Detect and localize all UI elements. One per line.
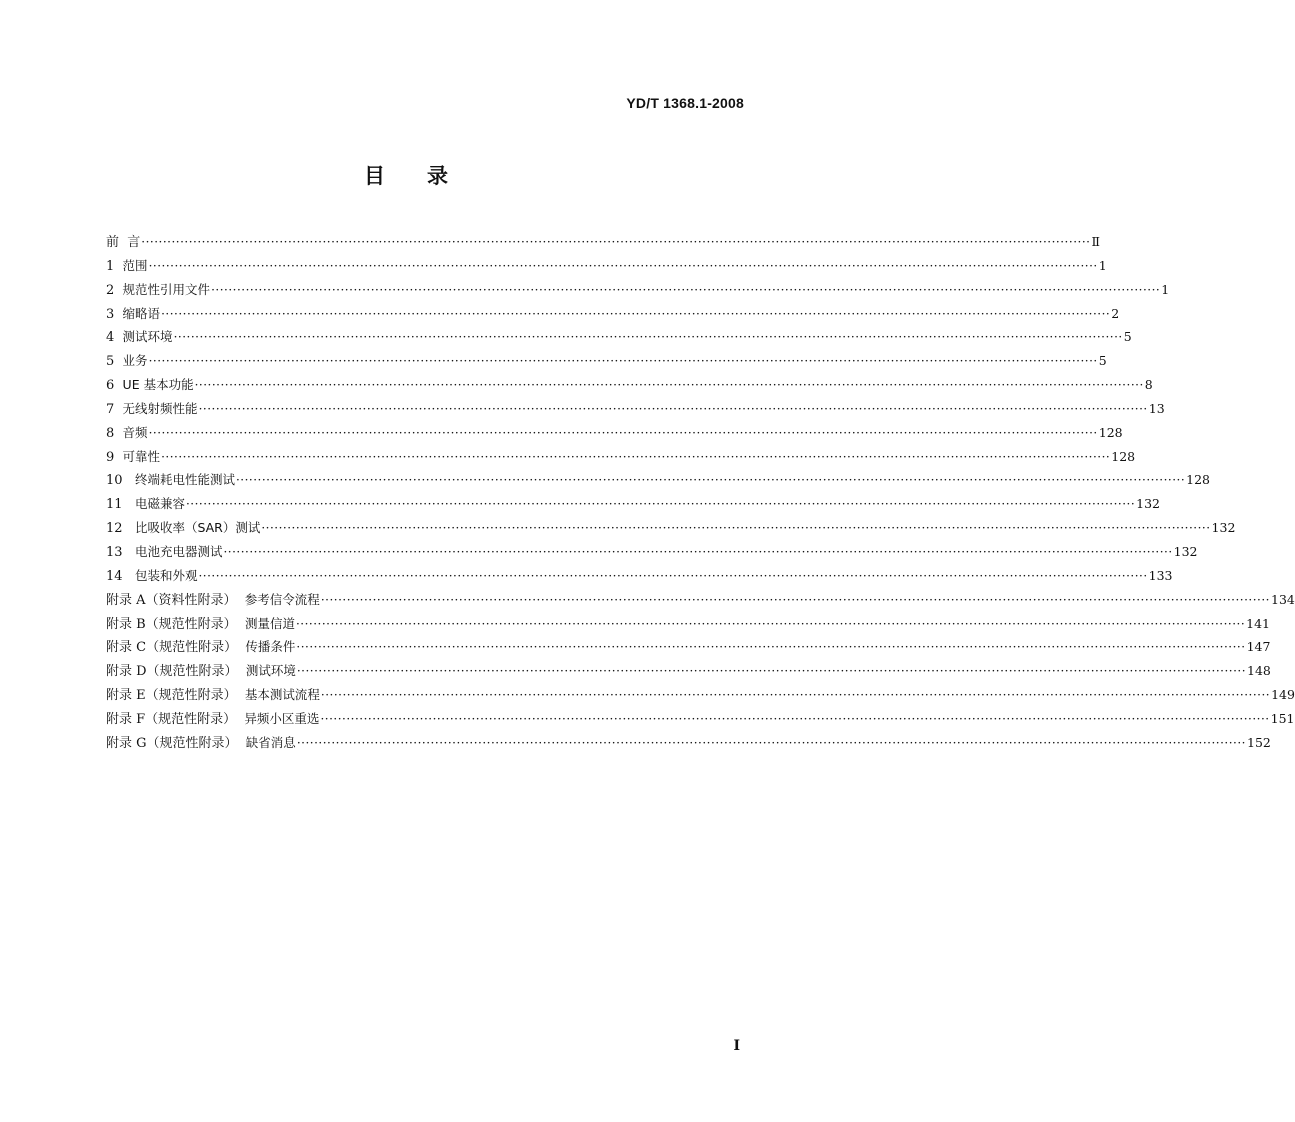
- toc-leader-dots: ····························································································································································································································: [148, 354, 1098, 369]
- toc-entry[interactable]: [106, 302, 1120, 326]
- toc-entry-label: 异频小区重选: [244, 710, 320, 726]
- toc-entry-number: 9: [106, 449, 123, 465]
- toc-entry-label: 基本测试流程: [244, 687, 320, 703]
- toc-entry-page: 128: [1098, 424, 1123, 440]
- toc-entry[interactable]: [106, 373, 1153, 397]
- toc-leader-dots: ····························································································································································································································: [296, 664, 1247, 679]
- toc-entry-page: 133: [1148, 567, 1173, 583]
- toc-entry-label: 包装和外观: [134, 567, 198, 583]
- toc-entry-label: 缺省消息: [245, 734, 296, 750]
- toc-entry[interactable]: [106, 397, 1165, 421]
- toc-entry-number: 附录 E（规范性附录）: [106, 688, 245, 704]
- toc-leader-dots: ····························································································································································································································: [141, 235, 1091, 249]
- toc-entry[interactable]: [106, 659, 1271, 683]
- toc-entry-page: 8: [1144, 377, 1153, 393]
- toc-leader-dots: ····························································································································································································································: [235, 473, 1186, 488]
- toc-entry[interactable]: [106, 349, 1107, 373]
- toc-leader-dots: ····························································································································································································································: [296, 735, 1246, 750]
- toc-entry-number: 附录 G（规范性附录）: [106, 735, 246, 751]
- toc-entry[interactable]: [106, 635, 1271, 659]
- toc-entry-number: 前 言: [106, 235, 141, 250]
- toc-leader-dots: ····························································································································································································································: [148, 425, 1098, 440]
- toc-entry-number: 8: [106, 425, 123, 441]
- toc-leader-dots: ····························································································································································································································: [261, 521, 1211, 536]
- toc-leader-dots: ····························································································································································································································: [161, 449, 1111, 464]
- toc-entry-page: 134: [1271, 591, 1295, 607]
- toc-entry-number: 12: [106, 521, 135, 537]
- toc-entry[interactable]: [106, 421, 1123, 445]
- toc-entry-page: 149: [1271, 687, 1295, 703]
- toc-leader-dots: ····························································································································································································································: [320, 711, 1270, 726]
- standard-code: YD/T 1368.1-2008: [626, 95, 744, 111]
- toc-entry-label: 测试环境: [122, 329, 173, 345]
- toc-entry-label: 无线射频性能: [122, 400, 198, 416]
- toc-entry-page: 132: [1136, 496, 1161, 512]
- toc-entry-label: 可靠性: [122, 448, 161, 464]
- toc-leader-dots: ····························································································································································································································: [211, 282, 1161, 297]
- toc-entry[interactable]: [106, 278, 1170, 302]
- toc-entry[interactable]: [106, 612, 1271, 636]
- toc-entry-number: 14: [106, 568, 135, 584]
- toc-entry-page: 5: [1098, 353, 1107, 369]
- toc-entry-page: 5: [1123, 329, 1132, 345]
- toc-entry-page: 132: [1211, 520, 1236, 536]
- toc-entry-number: 3: [106, 306, 123, 322]
- toc-entry-page: 1: [1098, 257, 1107, 273]
- toc-entry-number: 10: [106, 473, 135, 489]
- toc-entry-label: 电磁兼容: [134, 496, 185, 512]
- toc-entry-label: 电池充电器测试: [134, 543, 223, 559]
- toc-entry-page: 132: [1173, 543, 1198, 559]
- toc-entry-label: 规范性引用文件: [122, 281, 211, 297]
- toc-entry[interactable]: [106, 325, 1132, 349]
- table-of-contents: [106, 230, 1295, 755]
- toc-leader-dots: ····························································································································································································································: [198, 568, 1148, 583]
- toc-entry[interactable]: [106, 230, 1100, 254]
- toc-entry-label: 音频: [122, 424, 148, 440]
- toc-leader-dots: ····························································································································································································································: [194, 378, 1144, 393]
- toc-entry[interactable]: [106, 588, 1295, 612]
- toc-leader-dots: ····························································································································································································································: [173, 330, 1123, 345]
- toc-entry-page: 128: [1111, 448, 1136, 464]
- toc-leader-dots: ····························································································································································································································: [185, 497, 1136, 512]
- toc-entry-page: 141: [1246, 615, 1271, 631]
- toc-leader-dots: ····························································································································································································································: [295, 616, 1246, 631]
- toc-leader-dots: ····························································································································································································································: [223, 544, 1173, 559]
- toc-entry-number: 附录 A（资料性附录）: [106, 592, 245, 608]
- toc-entry-page: Ⅱ: [1091, 234, 1100, 249]
- page-number: I: [733, 1038, 740, 1054]
- toc-entry-page: 152: [1247, 734, 1271, 750]
- toc-entry-page: 128: [1186, 472, 1211, 488]
- toc-entry-page: 2: [1111, 305, 1120, 321]
- title-char-1: 目: [364, 164, 385, 188]
- toc-entry-label: 缩略语: [122, 305, 161, 321]
- toc-entry-number: 1: [106, 258, 123, 274]
- toc-entry-number: 4: [106, 330, 123, 346]
- toc-entry[interactable]: [106, 468, 1211, 492]
- toc-entry-label: 业务: [122, 353, 148, 369]
- toc-leader-dots: ····························································································································································································································: [161, 306, 1111, 321]
- toc-entry-number: 附录 C（规范性附录）: [106, 640, 246, 656]
- toc-entry-number: 附录 B（规范性附录）: [106, 616, 245, 632]
- toc-entry-number: 5: [106, 354, 123, 370]
- toc-entry-page: 148: [1247, 663, 1271, 679]
- toc-entry-label: UE 基本功能: [122, 377, 194, 393]
- toc-entry-label: 测量信道: [244, 615, 295, 631]
- toc-leader-dots: ····························································································································································································································: [296, 640, 1246, 655]
- toc-entry-page: 147: [1246, 639, 1271, 655]
- toc-leader-dots: ····························································································································································································································: [148, 258, 1098, 273]
- toc-entry-page: 151: [1270, 710, 1295, 726]
- toc-entry-label: 终端耗电性能测试: [134, 472, 235, 488]
- toc-entry[interactable]: [106, 707, 1295, 731]
- toc-leader-dots: ····························································································································································································································: [320, 592, 1270, 607]
- toc-entry-label: 比吸收率（SAR）测试: [134, 520, 261, 536]
- toc-entry[interactable]: [106, 254, 1107, 278]
- toc-entry-number: 2: [106, 282, 123, 298]
- toc-entry[interactable]: [106, 492, 1161, 516]
- toc-entry-label: 测试环境: [245, 663, 296, 679]
- toc-entry-number: 附录 D（规范性附录）: [106, 664, 246, 680]
- toc-entry[interactable]: [106, 540, 1198, 564]
- toc-entry-label: 传播条件: [245, 639, 296, 655]
- toc-entry-number: 7: [106, 401, 123, 417]
- toc-entry-label: 参考信令流程: [244, 591, 320, 607]
- toc-entry-label: 范围: [122, 257, 148, 273]
- toc-entry[interactable]: [106, 683, 1295, 707]
- toc-entry-page: 13: [1148, 400, 1165, 416]
- toc-entry[interactable]: [106, 564, 1173, 588]
- page-title: [0, 160, 812, 190]
- toc-entry-number: 6: [106, 378, 123, 394]
- toc-entry[interactable]: [106, 445, 1136, 469]
- toc-leader-dots: ····························································································································································································································: [198, 401, 1148, 416]
- toc-entry[interactable]: [106, 516, 1236, 540]
- toc-leader-dots: ····························································································································································································································: [320, 688, 1271, 703]
- toc-entry-number: 13: [106, 544, 135, 560]
- toc-entry-number: 附录 F（规范性附录）: [106, 711, 245, 727]
- toc-entry-number: 11: [106, 497, 135, 513]
- toc-entry[interactable]: [106, 731, 1271, 755]
- toc-entry-page: 1: [1161, 281, 1170, 297]
- title-char-2: 录: [427, 164, 448, 188]
